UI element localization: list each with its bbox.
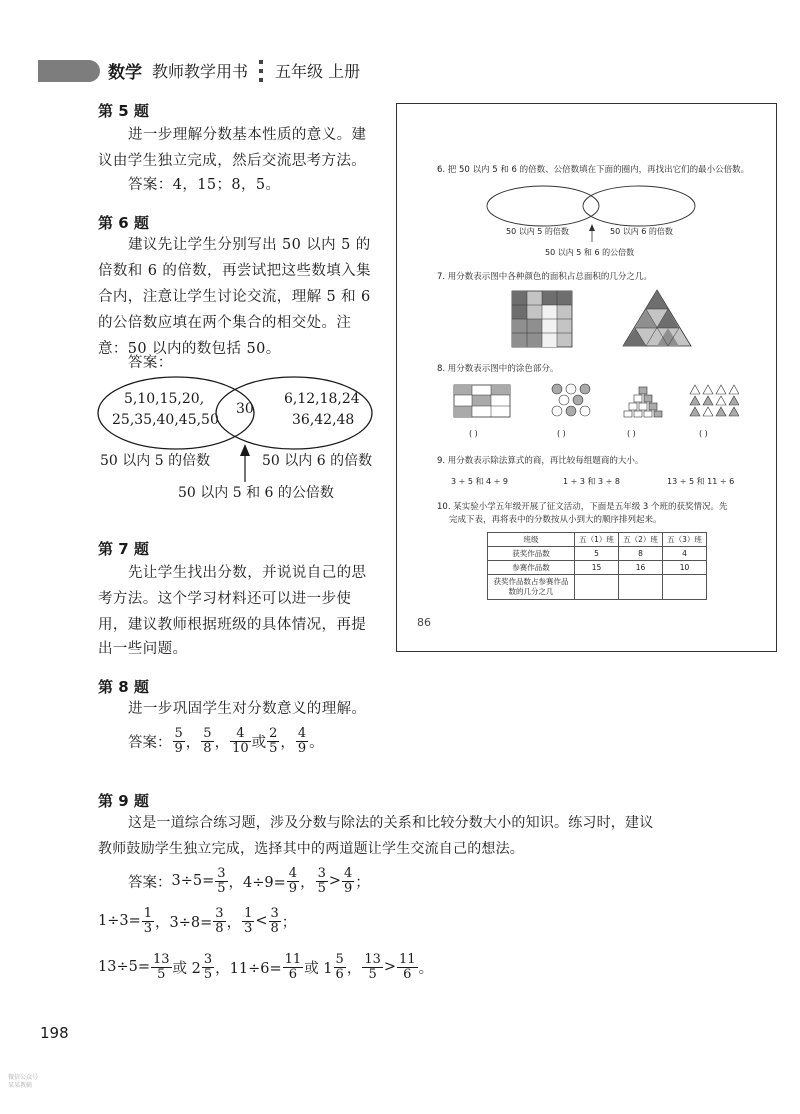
table-cell: 10 <box>663 561 707 575</box>
q8-answer <box>128 724 324 758</box>
fraction <box>213 907 225 936</box>
punct: ； <box>355 874 370 891</box>
wb-venn-left <box>487 186 599 226</box>
venn-label-left: 50 以内 5 的倍数 <box>100 453 211 469</box>
q7-line-3: 用，建议教师根据班级的具体情况，再提 <box>98 617 367 633</box>
expr: 1÷3= <box>98 913 141 929</box>
q9-line-1: 这是一道综合练习题，涉及分数与除法的关系和比较分数大小的知识。练习时，建议 <box>128 815 654 831</box>
q8-fraction-3 <box>230 727 251 756</box>
venn-common-value: 30 <box>236 401 254 417</box>
q6-answer-label: 答案： <box>128 355 173 371</box>
wb-q7-triangle-figure <box>621 288 693 348</box>
denominator: 6 <box>288 966 298 982</box>
wb-q8-blank-3: ( ) <box>627 429 636 438</box>
venn-right-values-2: 36,42,48 <box>292 412 355 428</box>
comma: ， <box>226 914 242 931</box>
table-header-cell: 五（3）班 <box>663 533 707 547</box>
table-cell: 参赛作品数 <box>488 561 575 575</box>
numerator: 11 <box>399 951 416 967</box>
table-cell <box>619 575 663 600</box>
table-cell: 16 <box>619 561 663 575</box>
wb-q9-item-3: 13 ÷ 5 和 11 ÷ 6 <box>667 477 735 486</box>
table-header-cell: 五（1）班 <box>575 533 619 547</box>
expr: 3÷5= <box>171 873 215 889</box>
q8-line: 进一步巩固学生对分数意义的理解。 <box>128 701 367 717</box>
numerator: 3 <box>270 905 279 921</box>
q6-line-5: 意：50 以内的数包括 50。 <box>98 341 281 357</box>
or-mixed: 或 2 <box>172 960 201 977</box>
table-cell: 5 <box>575 547 619 561</box>
table-row <box>488 547 707 561</box>
q5-answer: 答案：4，15；8，5。 <box>128 177 281 193</box>
venn-left-values-2: 25,35,40,45,50 <box>112 412 219 428</box>
comma: ， <box>300 874 315 891</box>
wb-q8-blank-4: ( ) <box>699 429 708 438</box>
q8-fraction-1 <box>173 727 185 756</box>
q6-line-3: 合内，注意让学生讨论交流，理解 5 和 6 <box>98 289 371 305</box>
q7-line-1: 先让学生找出分数，并说说自己的思 <box>128 565 367 581</box>
q6-line-1: 建议先让学生分别写出 50 以内 5 的 <box>128 237 371 253</box>
period: 。 <box>309 734 324 751</box>
compare-operator: < <box>255 913 268 929</box>
table-row <box>488 533 707 547</box>
numerator: 4 <box>230 727 251 742</box>
q8-title: 第 8 题 <box>98 678 149 696</box>
wb-q9-item-2: 1 ÷ 3 和 3 ÷ 8 <box>563 477 621 486</box>
denominator: 6 <box>403 966 412 982</box>
page-number: 198 <box>40 1024 69 1042</box>
denominator: 3 <box>143 920 153 936</box>
wb-q9-text: 9. 用分数表示除法算式的商，再比较每组题商的大小。 <box>437 456 644 466</box>
q8-fraction-2 <box>201 727 213 756</box>
header-separator <box>259 60 263 82</box>
denominator: 10 <box>232 740 249 756</box>
table-cell: 4 <box>663 547 707 561</box>
numerator: 11 <box>284 951 302 967</box>
numerator: 4 <box>297 725 307 741</box>
q5-title: 第 5 题 <box>98 102 149 120</box>
wb-q8-triangles-figure <box>689 384 739 418</box>
workbook-page-inset <box>396 103 777 652</box>
wb-q8-circles-figure <box>549 382 593 418</box>
venn-right-values-1: 6,12,18,24 <box>284 391 360 407</box>
compare-operator: > <box>328 873 341 889</box>
numerator: 3 <box>317 865 326 881</box>
table-cell: 15 <box>575 561 619 575</box>
expr: ，4÷9= <box>228 874 286 891</box>
wb-q8-rect-figure <box>453 384 511 418</box>
q9-answer-row-1 <box>128 864 370 898</box>
punct: 。 <box>418 960 434 977</box>
numerator: 13 <box>364 951 381 967</box>
wb-q8-blank-1: ( ) <box>469 429 478 438</box>
fraction <box>242 907 254 936</box>
table-row <box>488 561 707 575</box>
fraction <box>397 953 418 982</box>
wb-q6-text: 6. 把 50 以内 5 和 6 的倍数、公倍数填在下面的圈内，再找出它们的最小公倍数。 <box>437 165 750 175</box>
numerator: 3 <box>203 951 213 967</box>
q5-text-1: 进一步理解分数基本性质的意义。建 <box>128 127 367 143</box>
q6-title: 第 6 题 <box>98 214 149 232</box>
wb-q7-text: 7. 用分数表示图中各种颜色的面积占总面积的几分之几。 <box>437 272 652 282</box>
q6-line-2: 倍数和 6 的倍数，再尝试把这些数填入集 <box>98 263 371 279</box>
denominator: 5 <box>203 966 213 982</box>
table-cell <box>575 575 619 600</box>
table-cell: 获奖作品数占参赛作品数的几分之几 <box>488 575 575 600</box>
denominator: 5 <box>317 880 326 896</box>
compare-operator: > <box>383 959 397 975</box>
fraction <box>334 953 346 982</box>
comma: ， <box>214 734 230 751</box>
watermark <box>8 1074 38 1090</box>
fraction <box>269 907 281 936</box>
numerator: 3 <box>217 865 226 881</box>
q7-title: 第 7 题 <box>98 540 149 558</box>
numerator: 1 <box>244 905 253 921</box>
fraction <box>151 953 172 982</box>
fraction <box>287 867 299 896</box>
q9-answer-row-3 <box>98 950 433 984</box>
q8-fraction-5 <box>296 727 308 756</box>
denominator: 3 <box>244 920 253 936</box>
expr: ，3÷8= <box>155 914 213 931</box>
q7-line-4: 出一些问题。 <box>98 641 188 657</box>
venn-left-values-1: 5,10,15,20, <box>124 391 205 407</box>
wb-q10-text-1: 10. 某实验小学五年级开展了征文活动，下面是五年级 3 个班的获奖情况。先 <box>437 502 728 512</box>
denominator: 5 <box>269 740 278 756</box>
wb-q6-left-label: 50 以内 5 的倍数 <box>506 227 569 236</box>
denominator: 9 <box>288 880 298 896</box>
denominator: 8 <box>270 920 279 936</box>
header-tab-bar <box>38 60 100 82</box>
numerator: 4 <box>288 865 298 881</box>
or-mixed: 或 1 <box>304 960 333 977</box>
table-header-cell: 班级 <box>488 533 575 547</box>
venn-arrow-head <box>240 444 250 456</box>
expr: ，11÷6= <box>215 960 282 977</box>
book-grade: 五年级 上册 <box>275 62 361 81</box>
numerator: 13 <box>152 951 170 967</box>
table-cell: 获奖作品数 <box>488 547 575 561</box>
watermark-line-1: 微信公众号 <box>8 1074 39 1081</box>
q5-text-2: 议由学生独立完成，然后交流思考方法。 <box>98 153 367 169</box>
fraction <box>362 953 383 982</box>
watermark-line-2: 某某教辅 <box>8 1082 33 1089</box>
wb-award-table <box>487 532 707 600</box>
table-cell: 8 <box>619 547 663 561</box>
wb-q9-item-1: 3 ÷ 5 和 4 ÷ 9 <box>451 477 509 486</box>
wb-q6-common-label: 50 以内 5 和 6 的公倍数 <box>545 248 635 257</box>
table-header-cell: 五（2）班 <box>619 533 663 547</box>
numerator: 3 <box>215 905 224 921</box>
fraction <box>202 953 214 982</box>
wb-page-number: 86 <box>417 616 431 629</box>
wb-venn-arrow-head <box>589 224 595 231</box>
venn-label-right: 50 以内 6 的倍数 <box>262 453 373 469</box>
table-cell <box>663 575 707 600</box>
numerator: 5 <box>203 725 212 741</box>
q8-answer-label: 答案： <box>128 734 172 751</box>
fraction <box>283 953 304 982</box>
or-word: 或 <box>251 734 267 751</box>
fraction <box>142 907 154 936</box>
wb-q8-blank-2: ( ) <box>557 429 566 438</box>
wb-q8-text: 8. 用分数表示图中的涂色部分。 <box>437 364 559 374</box>
denominator: 5 <box>368 966 377 982</box>
q8-fraction-4 <box>267 727 279 756</box>
fraction <box>316 867 328 896</box>
book-subject: 数学 <box>108 63 142 83</box>
comma: ， <box>280 734 295 751</box>
denominator: 8 <box>215 920 224 936</box>
wb-q8-blocks-figure <box>623 386 663 418</box>
denominator: 9 <box>174 740 183 756</box>
denominator: 6 <box>335 966 344 982</box>
q7-line-2: 考方法。这个学习材料还可以进一步使 <box>98 591 352 607</box>
fraction <box>215 867 227 896</box>
comma: ， <box>185 734 201 751</box>
expr: 13÷5= <box>98 959 150 975</box>
denominator: 9 <box>344 880 353 896</box>
wb-q7-square-figure <box>511 290 573 348</box>
numerator: 4 <box>344 865 353 881</box>
q9-line-2: 教师鼓励学生独立完成，选择其中的两道题让学生交流自己的想法。 <box>98 841 524 857</box>
denominator: 8 <box>203 740 212 756</box>
q9-title: 第 9 题 <box>98 792 149 810</box>
book-title: 教师教学用书 <box>152 62 249 81</box>
fraction <box>342 867 354 896</box>
denominator: 5 <box>157 966 166 982</box>
denominator: 9 <box>297 740 307 756</box>
q6-line-4: 的公倍数应填在两个集合的相交处。注 <box>98 315 352 331</box>
table-row <box>488 575 707 600</box>
comma: ， <box>346 960 362 977</box>
wb-venn-right <box>583 186 695 226</box>
wb-q10-text-2: 完成下表，再将表中的分数按从小到大的顺序排列起来。 <box>449 515 662 525</box>
numerator: 1 <box>143 905 153 921</box>
venn-label-common: 50 以内 5 和 6 的公倍数 <box>178 485 334 501</box>
punct: ； <box>281 914 297 931</box>
q9-answer-row-2 <box>98 904 296 938</box>
numerator: 2 <box>269 725 278 741</box>
wb-q6-right-label: 50 以内 6 的倍数 <box>610 227 673 236</box>
q9-answer-label: 答案： <box>128 874 172 891</box>
denominator: 5 <box>217 880 226 896</box>
numerator: 5 <box>335 951 344 967</box>
numerator: 5 <box>174 725 183 741</box>
